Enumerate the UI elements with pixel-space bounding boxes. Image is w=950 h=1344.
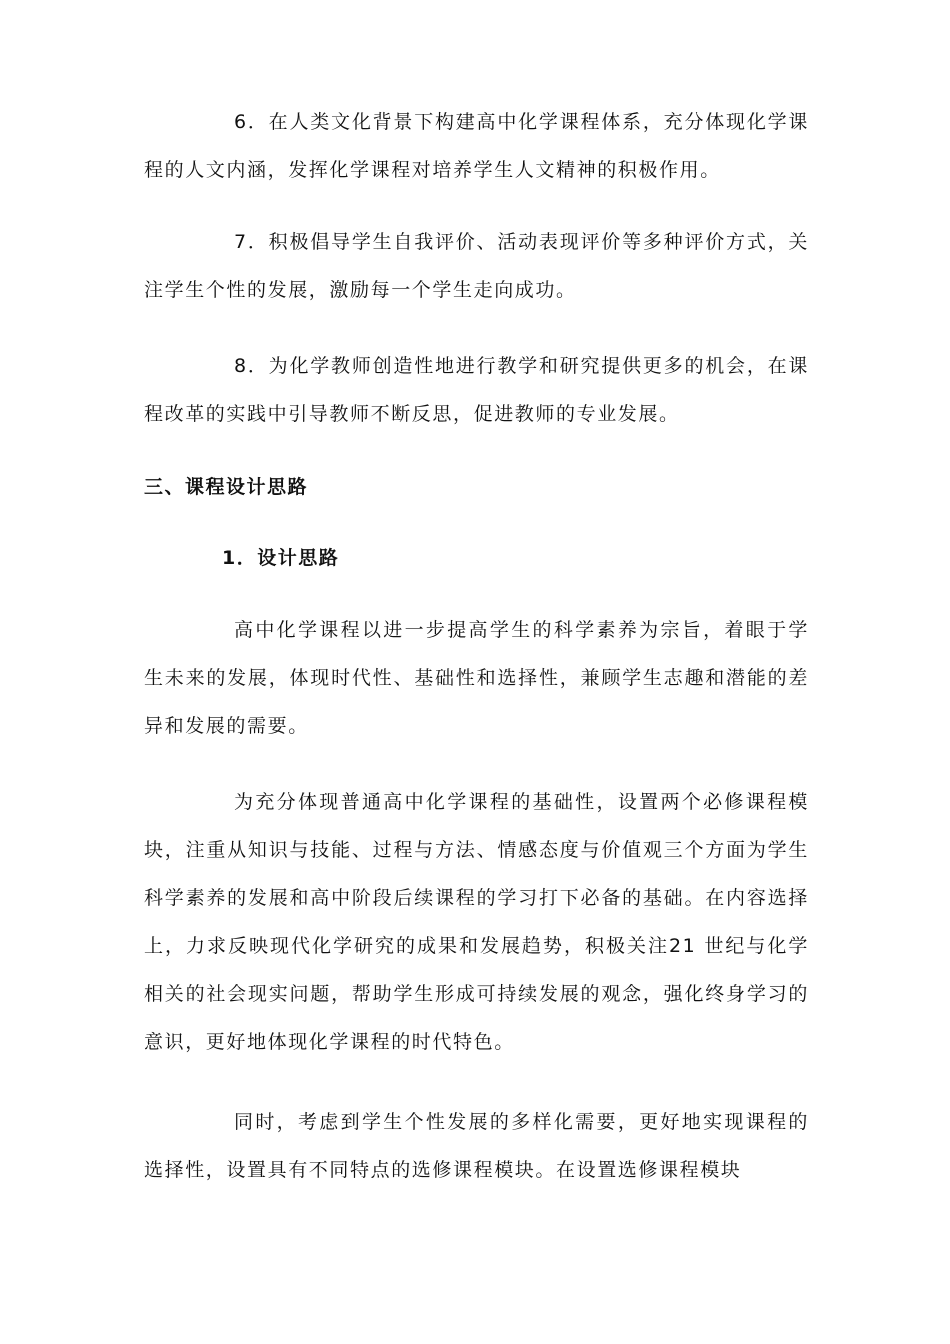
paragraph-item-7: 7．积极倡导学生自我评价、活动表现评价等多种评价方式，关注学生个性的发展，激励每一个学生走向成功。 [144, 231, 809, 301]
body-paragraph-3: 同时，考虑到学生个性发展的多样化需要，更好地实现课程的选择性，设置具有不同特点的选修课程模块。在设置选修课程模块 [144, 1111, 809, 1181]
paragraph-item-6: 6．在人类文化背景下构建高中化学课程体系，充分体现化学课程的人文内涵，发挥化学课程对培养学生人文精神的积极作用。 [144, 111, 809, 181]
subsection-heading: 1．设计思路 [222, 547, 340, 569]
paragraph-item-8: 8．为化学教师创造性地进行教学和研究提供更多的机会，在课程改革的实践中引导教师不断反思，促进教师的专业发展。 [144, 355, 809, 425]
section-heading: 三、课程设计思路 [144, 476, 309, 498]
body-paragraph-2: 为充分体现普通高中化学课程的基础性，设置两个必修课程模块，注重从知识与技能、过程与方法、情感态度与价值观三个方面为学生科学素养的发展和高中阶段后续课程的学习打下必备的基础。在内容选择上，力求反映现代化学研究的成果和发展趋势，积极关注21 世纪与化学相关的社会现实问题，帮助学生形成可持续发展的观念，强化终身学习的意识，更好地体现化学课程的时代特色。 [144, 791, 809, 1053]
body-paragraph-1: 高中化学课程以进一步提高学生的科学素养为宗旨，着眼于学生未来的发展，体现时代性、基础性和选择性，兼顾学生志趣和潜能的差异和发展的需要。 [144, 619, 809, 737]
